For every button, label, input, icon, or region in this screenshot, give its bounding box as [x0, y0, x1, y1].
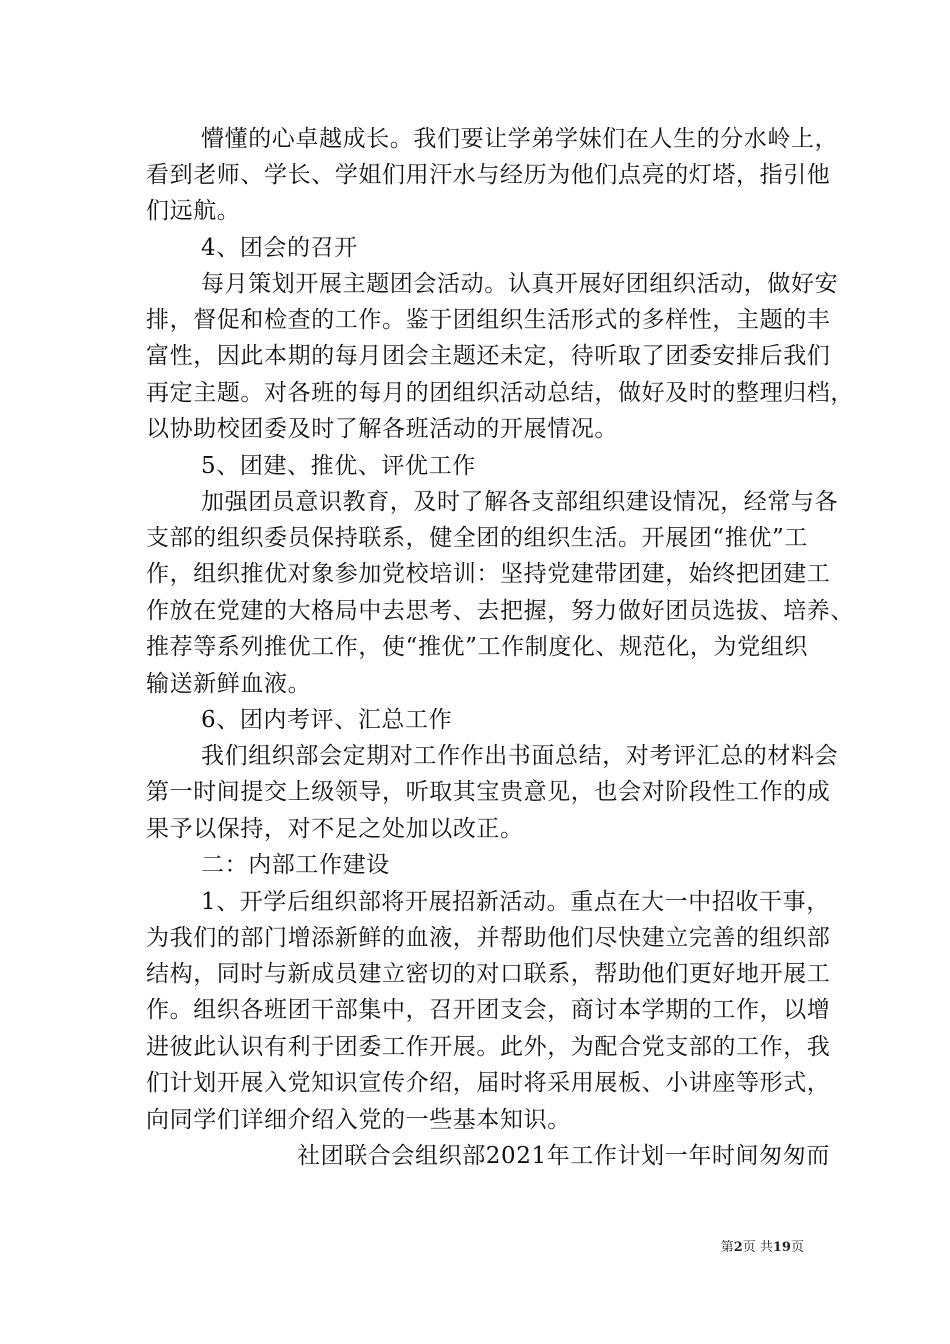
text-line: 推荐等系列推优工作，使“推优”工作制度化、规范化，为党组织: [146, 634, 808, 660]
text-line: 我们组织部会定期对工作作出书面总结，对考评汇总的材料会: [201, 743, 839, 769]
text-line: 以协助校团委及时了解各班活动的开展情况。: [146, 416, 618, 442]
text-line: 进彼此认识有利于团委工作开展。此外，为配合党支部的工作，我: [146, 1034, 831, 1060]
text-line: 作，组织推优对象参加党校培训：坚持党建带团建，始终把团建工: [146, 561, 831, 587]
section-heading: 6、团内考评、汇总工作: [201, 707, 453, 733]
text-line: 每月策划开展主题团会活动。认真开展好团组织活动，做好安: [201, 271, 839, 297]
footer-middle: 页 共: [742, 1240, 773, 1255]
text-line: 再定主题。对各班的每月的团组织活动总结，做好及时的整理归档，: [146, 380, 854, 406]
section-heading: 5、团建、推优、评优工作: [201, 453, 476, 479]
text-line: 们计划开展入党知识宣传介绍，届时将采用展板、小讲座等形式，: [146, 1070, 831, 1096]
current-page-number: 2: [733, 1240, 743, 1255]
page-number-footer: [721, 1240, 804, 1256]
text-line: 1、开学后组织部将开展招新活动。重点在大一中招收干事，: [201, 889, 830, 915]
text-line: 加强团员意识教育，及时了解各支部组织建设情况，经常与各: [201, 489, 839, 515]
text-line: 社团联合会组织部2021年工作计划一年时间匆匆而: [297, 1143, 830, 1169]
text-line: 向同学们详细介绍入党的一些基本知识。: [146, 1107, 571, 1133]
text-line: 作放在党建的大格局中去思考、去把握，努力做好团员选拔、培养、: [146, 598, 854, 624]
section-heading: 4、团会的召开: [201, 235, 358, 261]
text-line: 输送新鲜血液。: [146, 671, 312, 697]
total-pages-number: 19: [772, 1240, 791, 1255]
text-line: 们远航。: [146, 198, 241, 224]
text-line: 懵懂的心卓越成长。我们要让学弟学妹们在人生的分水岭上，: [201, 126, 839, 152]
text-line: 果予以保持，对不足之处加以改正。: [146, 816, 524, 842]
section-heading: 二：内部工作建设: [201, 852, 390, 878]
text-line: 作。组织各班团干部集中，召开团支会，商讨本学期的工作，以增: [146, 997, 831, 1023]
footer-suffix: 页: [790, 1240, 804, 1255]
text-line: 第一时间提交上级领导，听取其宝贵意见，也会对阶段性工作的成: [146, 779, 831, 805]
text-line: 结构，同时与新成员建立密切的对口联系，帮助他们更好地开展工: [146, 961, 831, 987]
text-line: 为我们的部门增添新鲜的血液，并帮助他们尽快建立完善的组织部: [146, 925, 831, 951]
text-line: 富性，因此本期的每月团会主题还未定，待听取了团委安排后我们: [146, 343, 831, 369]
footer-prefix: 第: [720, 1240, 734, 1255]
text-line: 支部的组织委员保持联系，健全团的组织生活。开展团“推优”工: [146, 525, 808, 551]
text-line: 排，督促和检查的工作。鉴于团组织生活形式的多样性，主题的丰: [146, 307, 831, 333]
text-line: 看到老师、学长、学姐们用汗水与经历为他们点亮的灯塔，指引他: [146, 162, 831, 188]
